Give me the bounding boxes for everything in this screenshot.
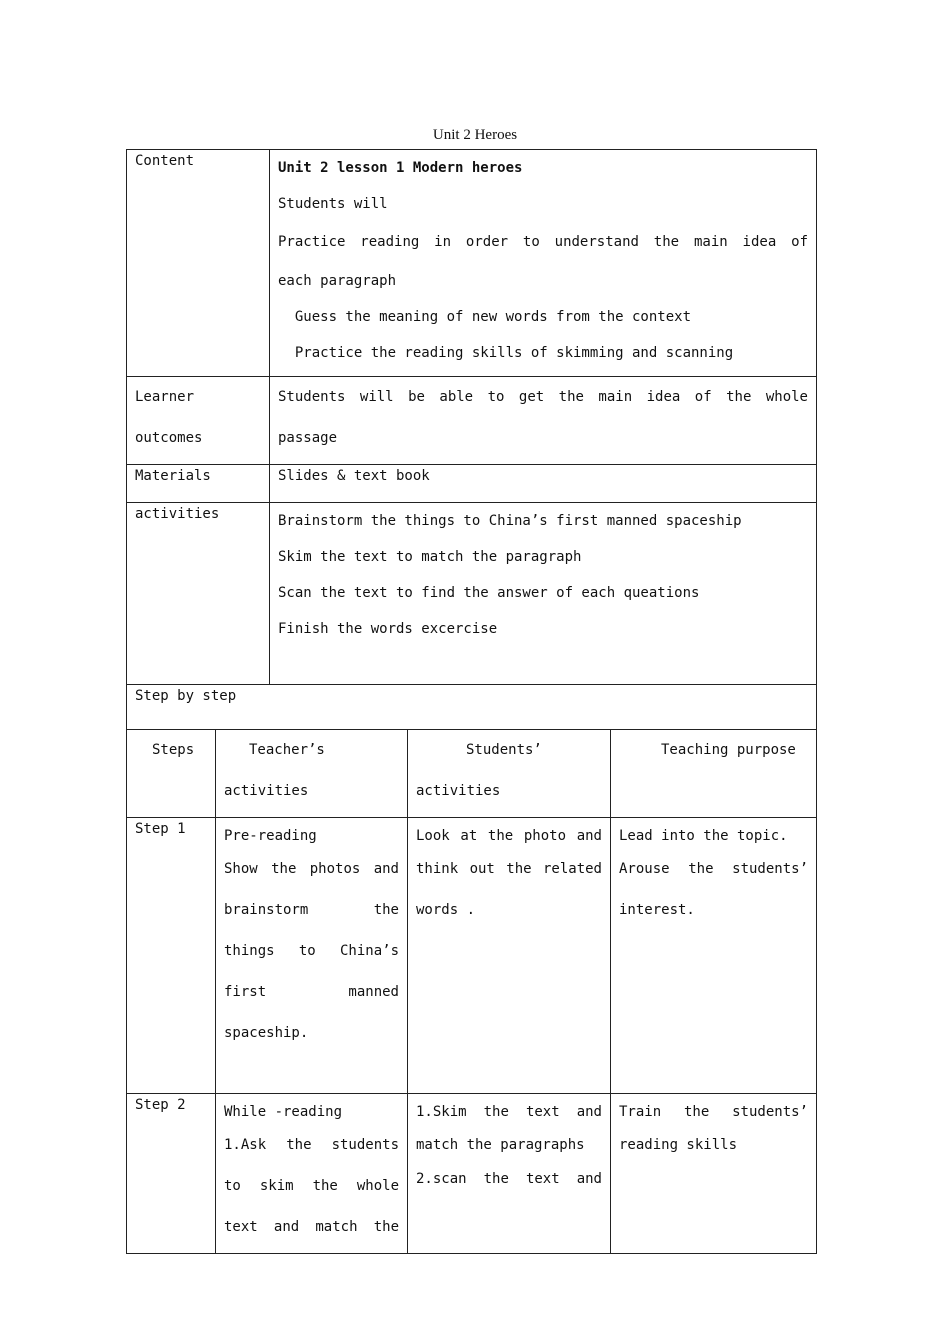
outcomes-row [127,377,817,465]
step-1-teacher-line: spaceship. [224,1025,309,1041]
activity-item: Finish the words excercise [278,621,498,637]
header-students-cell [408,730,611,818]
outcomes-cell [270,377,817,465]
step-by-step-row [127,685,817,730]
materials-label-cell [127,465,270,503]
step-2-purpose-line: reading skills [619,1137,738,1153]
activities-label: activities [135,506,220,522]
materials-text: Slides & text book [278,468,430,484]
content-cell [270,150,817,377]
outcomes-label-cell [127,377,270,465]
step-1-teacher-cell [216,818,408,1094]
objective-1-line-2: each paragraph [278,273,397,289]
step-2-purpose-line: Train the students’ [619,1104,808,1120]
header-purpose: Teaching purpose [661,742,796,758]
step-1-teacher-line: brainstorm the [224,902,399,918]
step-1-teacher-line: Show the photos and [224,861,399,877]
step-2-row [127,1094,817,1254]
step-1-teacher-line: Pre-reading [224,828,317,844]
header-students-2: activities [416,783,501,799]
step-1-purpose-line: Arouse the students’ [619,861,808,877]
activity-item: Brainstorm the things to China’s first manned spaceship [278,513,742,529]
step-1-label-cell [127,818,216,1094]
step-1-students-line: words . [416,902,476,918]
step-2-teacher-line: to skim the whole [224,1178,399,1194]
materials-row [127,465,817,503]
materials-label: Materials [135,468,211,484]
step-2-teacher-line: 1.Ask the students [224,1137,399,1153]
objectives-intro: Students will [278,196,388,212]
step-1-teacher-line: first manned [224,984,399,1000]
lesson-heading: Unit 2 lesson 1 Modern heroes [278,160,523,176]
step-2-teacher-cell [216,1094,408,1254]
activities-label-cell [127,503,270,685]
step-1-purpose-line: interest. [619,902,695,918]
step-2-students-cell [408,1094,611,1254]
activities-cell [270,503,817,685]
document-title: Unit 2 Heroes [432,127,518,143]
step-1-purpose-line: Lead into the topic. [619,828,788,844]
header-steps: Steps [152,742,195,758]
objective-2: Guess the meaning of new words from the context [278,309,692,325]
content-label-cell [127,150,270,377]
step-by-step-heading: Step by step [135,688,237,704]
lesson-info-table [126,149,817,730]
outcomes-label-1: Learner [135,389,195,405]
step-2-students-line: 1.Skim the text and [416,1104,602,1120]
activity-item: Scan the text to find the answer of each queations [278,585,700,601]
step-2-label: Step 2 [135,1097,186,1113]
step-2-label-cell [127,1094,216,1254]
content-row [127,150,817,377]
header-teacher-2: activities [224,783,309,799]
header-teacher-1: Teacher’s [249,742,325,758]
step-by-step-cell [127,685,817,730]
content-label: Content [135,153,195,169]
header-students-1: Students’ [466,742,542,758]
step-2-students-line: 2.scan the text and [416,1171,602,1187]
step-2-students-line: match the paragraphs [416,1137,585,1153]
step-2-teacher-line: While -reading [224,1104,343,1120]
materials-cell [270,465,817,503]
outcomes-text-1: Students will be able to get the main idea of the whole [278,389,808,405]
outcomes-text-2: passage [278,430,338,446]
step-1-students-line: think out the related [416,861,602,877]
activity-item: Skim the text to match the paragraph [278,549,582,565]
step-1-purpose-cell [611,818,817,1094]
step-1-label: Step 1 [135,821,186,837]
step-1-teacher-line: things to China’s [224,943,399,959]
header-teacher-cell [216,730,408,818]
header-steps-cell [127,730,216,818]
steps-table [126,729,817,1254]
step-2-teacher-line: text and match the [224,1219,399,1235]
header-purpose-cell [611,730,817,818]
activities-row [127,503,817,685]
step-2-purpose-cell [611,1094,817,1254]
objective-3: Practice the reading skills of skimming and scanning [278,345,734,361]
step-1-students-cell [408,818,611,1094]
step-1-row [127,818,817,1094]
steps-header-row [127,730,817,818]
step-1-students-line: Look at the photo and [416,828,602,844]
outcomes-label-2: outcomes [135,430,203,446]
lesson-plan [126,149,816,1254]
objective-1-line-1: Practice reading in order to understand the main idea of [278,234,808,250]
